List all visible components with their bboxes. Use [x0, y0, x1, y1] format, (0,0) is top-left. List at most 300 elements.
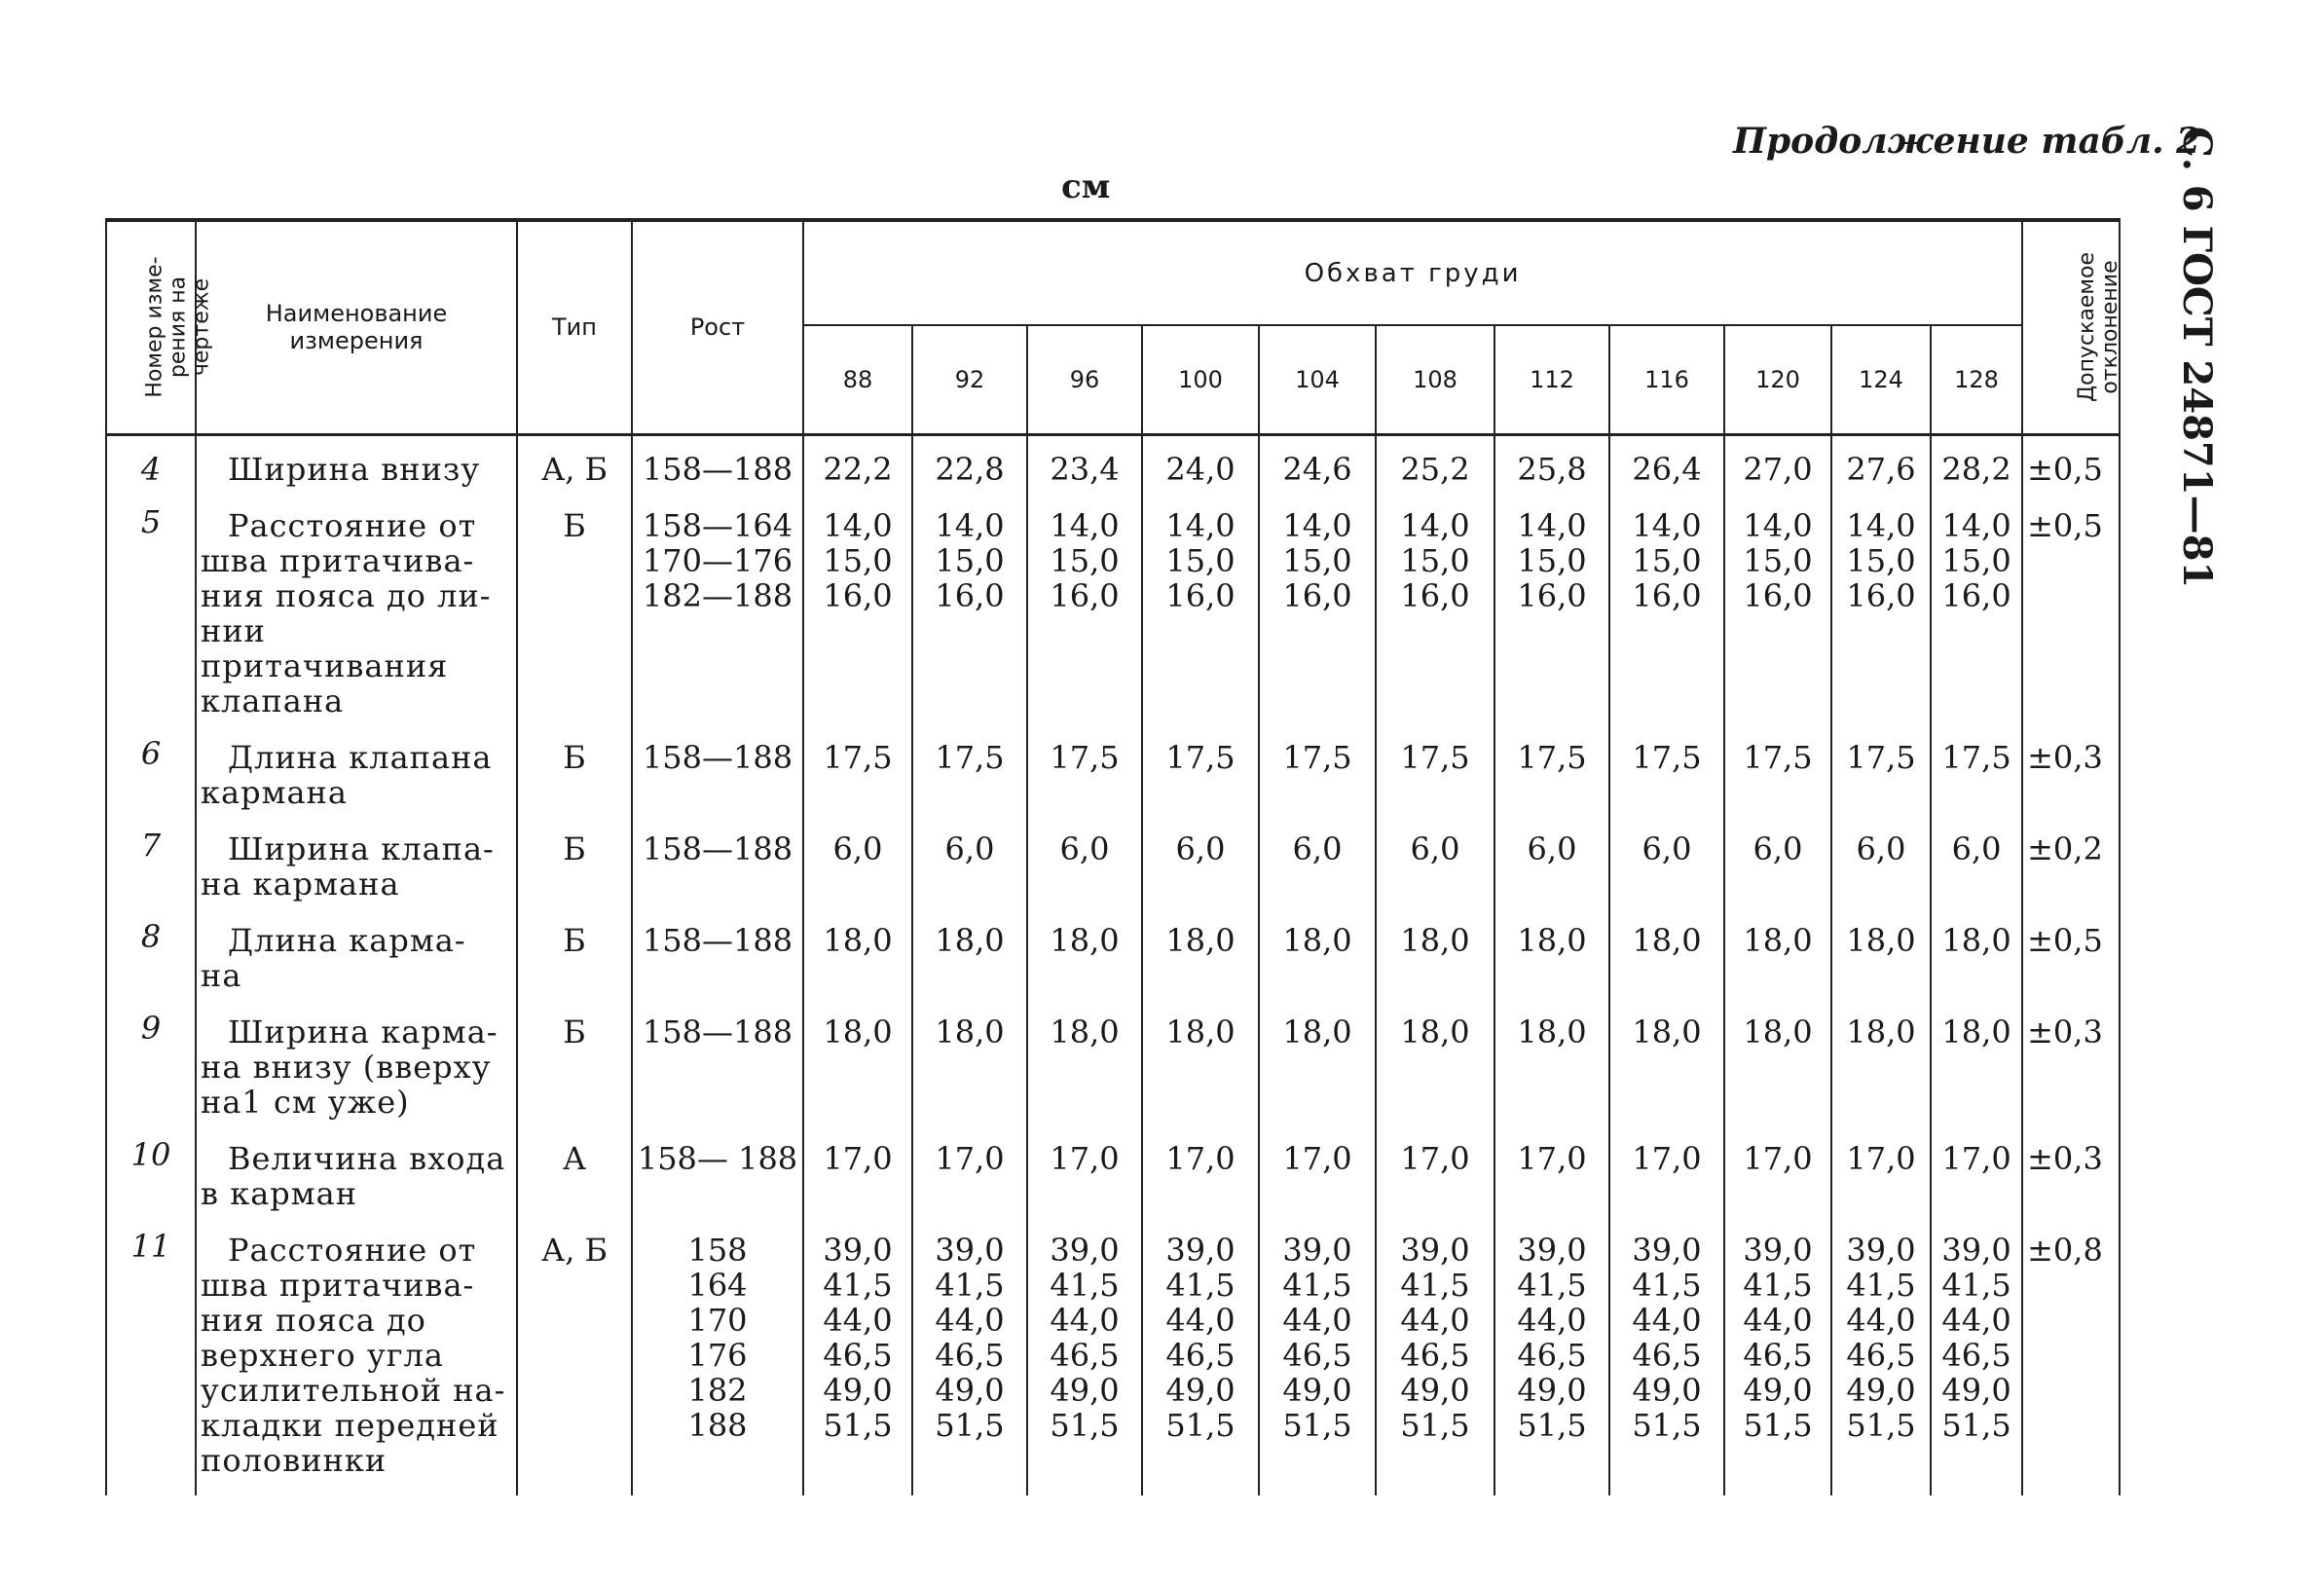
text-line: 6,0 [1951, 829, 2002, 867]
text-line: 14,0 [1050, 506, 1120, 544]
text-line: 28,2 [1941, 450, 2011, 488]
text-line: 41,5 [1743, 1266, 1813, 1304]
text-line: 18,0 [1050, 921, 1120, 959]
text-line: 17,5 [1632, 738, 1702, 776]
text-line: 16,0 [1050, 576, 1120, 614]
measurement-value [1831, 919, 1931, 1011]
header-chest-size: 92 [912, 325, 1027, 434]
garment-type: А, Б [517, 434, 632, 504]
table-row [106, 1011, 2120, 1137]
text-line: Длина карма- [228, 921, 466, 959]
header-chest-size: 104 [1259, 325, 1376, 434]
text-line: 44,0 [935, 1301, 1005, 1339]
text-line: 17,0 [1050, 1139, 1120, 1177]
text-line: на1 см уже) [201, 1083, 410, 1121]
text-line: 164 [687, 1266, 748, 1304]
measurement-value [1494, 828, 1609, 919]
measurement-value [1142, 504, 1259, 736]
text-line: 17,5 [935, 738, 1005, 776]
measurement-value [912, 919, 1027, 1011]
height-range [632, 828, 803, 919]
text-line: 41,5 [1282, 1266, 1352, 1304]
tolerance-value: ±0,2 [2022, 828, 2120, 919]
measurement-value [1831, 434, 1931, 504]
text-line: 41,5 [1941, 1266, 2011, 1304]
text-line: 17,5 [1517, 738, 1587, 776]
text-line: 51,5 [823, 1406, 893, 1444]
text-line: 41,5 [1400, 1266, 1470, 1304]
text-line: 49,0 [1941, 1371, 2011, 1409]
text-line: 15,0 [1050, 541, 1120, 579]
measurement-value [1376, 828, 1494, 919]
header-chest-size: 128 [1931, 325, 2022, 434]
text-line: 24,0 [1165, 450, 1236, 488]
measurement-value [803, 919, 912, 1011]
text-line: 46,5 [1517, 1336, 1587, 1374]
text-line: половинки [201, 1441, 387, 1479]
text-line: 39,0 [1517, 1231, 1587, 1269]
text-line: 158—188 [642, 738, 793, 776]
measurement-value [1724, 919, 1831, 1011]
tolerance-value: ±0,5 [2022, 434, 2120, 504]
text-line: 17,0 [1517, 1139, 1587, 1177]
text-line: 15,0 [1941, 541, 2011, 579]
measurement-value [1494, 1011, 1609, 1137]
text-line: в карман [201, 1174, 358, 1212]
height-range [632, 919, 803, 1011]
measurement-value [1494, 1137, 1609, 1229]
text-line: 14,0 [1743, 506, 1813, 544]
text-line: 51,5 [1743, 1406, 1813, 1444]
text-line: 41,5 [823, 1266, 893, 1304]
measurement-value [912, 828, 1027, 919]
text-line: 18,0 [1282, 1013, 1352, 1051]
measurement-value [1376, 504, 1494, 736]
measurement-value [1724, 1137, 1831, 1229]
height-range [632, 1229, 803, 1495]
text-line: Расстояние от [228, 506, 477, 544]
measurement-value [1027, 504, 1142, 736]
measurement-value [1609, 1229, 1724, 1495]
text-line: 51,5 [1941, 1406, 2011, 1444]
measurement-name [196, 919, 517, 1011]
text-line: 16,0 [1743, 576, 1813, 614]
text-line: кармана [201, 773, 348, 811]
measurement-name [196, 828, 517, 919]
tolerance-value: ±0,3 [2022, 1137, 2120, 1229]
measurement-value [1259, 919, 1376, 1011]
measurement-value [1027, 1137, 1142, 1229]
text-line: 17,0 [1400, 1139, 1470, 1177]
text-line: 44,0 [1517, 1301, 1587, 1339]
measurement-value [1931, 736, 2022, 828]
measurement-number: 9 [106, 1011, 196, 1137]
text-line: Ширина внизу [228, 450, 481, 488]
document-side-title: С. 6 ГОСТ 24871—81 [2174, 127, 2220, 589]
measurement-number: 4 [106, 434, 196, 504]
measurement-value [1724, 1011, 1831, 1137]
measurement-value [803, 1229, 912, 1495]
text-line: 6,0 [1856, 829, 1906, 867]
header-name [196, 220, 517, 434]
text-line: 18,0 [935, 1013, 1005, 1051]
text-line: 6,0 [1059, 829, 1110, 867]
table-row [106, 1229, 2120, 1495]
text-line: 16,0 [935, 576, 1005, 614]
header-tolerance [2022, 220, 2123, 434]
text-line: 17,5 [823, 738, 893, 776]
text-line: 15,0 [1400, 541, 1470, 579]
unit-label: см [1061, 167, 1111, 206]
text-line: 6,0 [1527, 829, 1577, 867]
text-line: 6,0 [1175, 829, 1226, 867]
text-line: 18,0 [1165, 1013, 1236, 1051]
text-line: 49,0 [1400, 1371, 1470, 1409]
text-line: 46,5 [1743, 1336, 1813, 1374]
text-line: 39,0 [1282, 1231, 1352, 1269]
text-line: 26,4 [1632, 450, 1702, 488]
measurement-value [1831, 828, 1931, 919]
measurement-value [912, 504, 1027, 736]
text-line: 16,0 [1517, 576, 1587, 614]
measurement-value [1494, 434, 1609, 504]
garment-type: Б [517, 504, 632, 736]
text-line: 18,0 [1282, 921, 1352, 959]
text-line: 41,5 [935, 1266, 1005, 1304]
table-continuation-label: Продолжение табл. 2 [1733, 121, 2201, 162]
text-line: Расстояние от [228, 1231, 477, 1269]
measurement-number: 6 [106, 736, 196, 828]
tolerance-value: ±0,5 [2022, 504, 2120, 736]
text-line: 49,0 [823, 1371, 893, 1409]
measurement-value [1027, 919, 1142, 1011]
text-line: 39,0 [1400, 1231, 1470, 1269]
text-line: измерения [289, 327, 424, 355]
text-line: 49,0 [1846, 1371, 1916, 1409]
header-chest-size: 88 [803, 325, 912, 434]
measurement-value [1931, 1229, 2022, 1495]
measurement-value [1831, 504, 1931, 736]
text-line: отклонение [2098, 260, 2123, 394]
text-line: 158 [687, 1231, 748, 1269]
text-line: 22,2 [823, 450, 893, 488]
text-line: 17,5 [1846, 738, 1916, 776]
height-range [632, 504, 803, 736]
text-line: 49,0 [1165, 1371, 1236, 1409]
measurement-value [1831, 736, 1931, 828]
text-line: 14,0 [1165, 506, 1236, 544]
measurement-value [1609, 1011, 1724, 1137]
text-line: 18,0 [1517, 1013, 1587, 1051]
text-line: 18,0 [1400, 921, 1470, 959]
measurement-value [803, 504, 912, 736]
text-line: 44,0 [1400, 1301, 1470, 1339]
text-line: Длина клапана [228, 738, 493, 776]
text-line: 39,0 [1846, 1231, 1916, 1269]
text-line: 46,5 [1632, 1336, 1702, 1374]
measurement-value [1142, 1137, 1259, 1229]
measurement-value [1376, 1011, 1494, 1137]
measurement-value [912, 736, 1027, 828]
measurement-value [1259, 736, 1376, 828]
text-line: 49,0 [1282, 1371, 1352, 1409]
measurement-value [1027, 1229, 1142, 1495]
text-line: 46,5 [1050, 1336, 1120, 1374]
text-line: 51,5 [1400, 1406, 1470, 1444]
header-chest-size: 124 [1831, 325, 1931, 434]
text-line: 46,5 [935, 1336, 1005, 1374]
text-line: 14,0 [1282, 506, 1352, 544]
table-row [106, 828, 2120, 919]
text-line: 39,0 [935, 1231, 1005, 1269]
text-line: 46,5 [1282, 1336, 1352, 1374]
header-type: Тип [517, 220, 632, 434]
text-line: 44,0 [823, 1301, 893, 1339]
text-line: 41,5 [1517, 1266, 1587, 1304]
text-line: 39,0 [1165, 1231, 1236, 1269]
measurement-value [1931, 828, 2022, 919]
measurement-value [912, 434, 1027, 504]
measurement-value [1931, 1011, 2022, 1137]
text-line: 22,8 [935, 450, 1005, 488]
text-line: 49,0 [935, 1371, 1005, 1409]
height-range [632, 736, 803, 828]
text-line: нии притачивания [201, 611, 449, 684]
text-line: 51,5 [1846, 1406, 1916, 1444]
text-line: 158—188 [642, 1013, 793, 1051]
text-line: 46,5 [823, 1336, 893, 1374]
text-line: Ширина клапа- [228, 829, 495, 867]
text-line: 18,0 [1941, 921, 2011, 959]
text-line: 15,0 [1743, 541, 1813, 579]
text-line: 16,0 [1846, 576, 1916, 614]
text-line: 17,5 [1743, 738, 1813, 776]
text-line: 44,0 [1050, 1301, 1120, 1339]
text-line: 39,0 [1632, 1231, 1702, 1269]
text-line: 14,0 [823, 506, 893, 544]
measurement-value [1609, 736, 1724, 828]
garment-type: Б [517, 828, 632, 919]
measurement-value [1931, 434, 2022, 504]
text-line: 16,0 [1282, 576, 1352, 614]
text-line: 25,2 [1400, 450, 1470, 488]
text-line: 17,0 [935, 1139, 1005, 1177]
text-line: 17,5 [1165, 738, 1236, 776]
measurement-value [1494, 504, 1609, 736]
text-line: шва притачива- [201, 541, 475, 579]
measurement-value [1609, 919, 1724, 1011]
table-row [106, 736, 2120, 828]
text-line: ния пояса до [201, 1301, 426, 1339]
text-line: 170 [687, 1301, 748, 1339]
measurement-value [1259, 504, 1376, 736]
measurement-number: 7 [106, 828, 196, 919]
table-row [106, 1137, 2120, 1229]
measurement-value [1931, 1137, 2022, 1229]
measurement-name [196, 1011, 517, 1137]
measurement-number: 11 [106, 1229, 196, 1495]
text-line: 17,0 [1282, 1139, 1352, 1177]
text-line: 16,0 [1632, 576, 1702, 614]
text-line: 16,0 [1400, 576, 1470, 614]
garment-type: А [517, 1137, 632, 1229]
measurement-value [803, 828, 912, 919]
text-line: кладки передней [201, 1406, 499, 1444]
text-line: 49,0 [1050, 1371, 1120, 1409]
text-line: 6,0 [944, 829, 995, 867]
height-range [632, 434, 803, 504]
text-line: 17,0 [1632, 1139, 1702, 1177]
text-line: 27,6 [1846, 450, 1916, 488]
text-line: 18,0 [1632, 1013, 1702, 1051]
text-line: 15,0 [823, 541, 893, 579]
header-number [106, 220, 214, 434]
tolerance-value: ±0,3 [2022, 736, 2120, 828]
garment-type: Б [517, 919, 632, 1011]
measurement-value [1142, 1011, 1259, 1137]
text-line: 16,0 [1165, 576, 1236, 614]
text-line: 18,0 [1743, 921, 1813, 959]
text-line: 15,0 [1165, 541, 1236, 579]
text-line: 27,0 [1743, 450, 1813, 488]
header-chest-size: 112 [1494, 325, 1609, 434]
measurement-value [1609, 1137, 1724, 1229]
text-line: 158—188 [642, 450, 793, 488]
text-line: 18,0 [1050, 1013, 1120, 1051]
measurement-value [1609, 434, 1724, 504]
text-line: 18,0 [823, 1013, 893, 1051]
measurement-value [1259, 1229, 1376, 1495]
header-height: Рост [632, 220, 803, 434]
measurement-value [1609, 504, 1724, 736]
table-row [106, 504, 2120, 736]
text-line: 18,0 [823, 921, 893, 959]
text-line: 51,5 [1632, 1406, 1702, 1444]
measurement-value [1259, 1011, 1376, 1137]
header-chest-size: 100 [1142, 325, 1259, 434]
tolerance-value: ±0,8 [2022, 1229, 2120, 1495]
text-line: 51,5 [1517, 1406, 1587, 1444]
text-line: Величина входа [228, 1139, 506, 1177]
measurement-name [196, 1229, 517, 1495]
text-line: 17,5 [1282, 738, 1352, 776]
measurement-value [1724, 504, 1831, 736]
text-line: 41,5 [1632, 1266, 1702, 1304]
text-line: 39,0 [1941, 1231, 2011, 1269]
text-line: 14,0 [1632, 506, 1702, 544]
text-line: 39,0 [1050, 1231, 1120, 1269]
text-line: 18,0 [1846, 921, 1916, 959]
text-line: 188 [687, 1406, 748, 1444]
text-line: верхнего угла [201, 1336, 444, 1374]
text-line: 46,5 [1941, 1336, 2011, 1374]
text-line: 39,0 [1743, 1231, 1813, 1269]
measurement-value [1027, 434, 1142, 504]
text-line: 17,0 [1846, 1139, 1916, 1177]
text-line: на [201, 956, 242, 994]
text-line: 25,8 [1517, 450, 1587, 488]
text-line: 24,6 [1282, 450, 1352, 488]
measurement-value [1376, 1137, 1494, 1229]
text-line: 18,0 [1632, 921, 1702, 959]
text-line: 18,0 [1400, 1013, 1470, 1051]
text-line: 46,5 [1165, 1336, 1236, 1374]
text-line: 44,0 [1941, 1301, 2011, 1339]
text-line: 49,0 [1632, 1371, 1702, 1409]
text-line: 44,0 [1282, 1301, 1352, 1339]
text-line: 18,0 [1517, 921, 1587, 959]
measurement-name [196, 504, 517, 736]
text-line: рения на [166, 276, 191, 379]
text-line: 176 [687, 1336, 748, 1374]
text-line: 158— 188 [637, 1139, 798, 1177]
text-line: 15,0 [1846, 541, 1916, 579]
text-line: 182 [687, 1371, 748, 1409]
measurement-value [912, 1137, 1027, 1229]
text-line: 170—176 [642, 541, 793, 579]
garment-type: А, Б [517, 1229, 632, 1495]
text-line: 41,5 [1050, 1266, 1120, 1304]
text-line: 23,4 [1050, 450, 1120, 488]
measurement-value [1027, 736, 1142, 828]
tolerance-value: ±0,3 [2022, 1011, 2120, 1137]
measurement-number: 5 [106, 504, 196, 736]
tolerance-value: ±0,5 [2022, 919, 2120, 1011]
text-line: 16,0 [823, 576, 893, 614]
text-line: 18,0 [1846, 1013, 1916, 1051]
text-line: 14,0 [1941, 506, 2011, 544]
measurement-value [1027, 1011, 1142, 1137]
measurement-number: 8 [106, 919, 196, 1011]
text-line: 51,5 [1282, 1406, 1352, 1444]
text-line: 44,0 [1846, 1301, 1916, 1339]
text-line: Номер изме- [142, 256, 167, 398]
text-line: 46,5 [1400, 1336, 1470, 1374]
text-line: на внизу (вверху [201, 1048, 492, 1086]
text-line: 41,5 [1165, 1266, 1236, 1304]
measurement-value [1376, 736, 1494, 828]
text-line: 6,0 [1410, 829, 1460, 867]
text-line: 49,0 [1743, 1371, 1813, 1409]
text-line: 17,0 [1165, 1139, 1236, 1177]
text-line: 51,5 [1050, 1406, 1120, 1444]
table-row [106, 919, 2120, 1011]
text-line: ния пояса до ли- [201, 576, 492, 614]
measurement-value [1724, 1229, 1831, 1495]
text-line: 51,5 [935, 1406, 1005, 1444]
measurement-value [1142, 736, 1259, 828]
measurement-value [803, 1137, 912, 1229]
text-line: 182—188 [642, 576, 793, 614]
text-line: чертеже [189, 278, 214, 377]
measurement-value [1259, 828, 1376, 919]
measurement-value [1831, 1137, 1931, 1229]
measurement-name [196, 1137, 517, 1229]
text-line: шва притачива- [201, 1266, 475, 1304]
text-line: 18,0 [1743, 1013, 1813, 1051]
text-line: 16,0 [1941, 576, 2011, 614]
text-line: 15,0 [1517, 541, 1587, 579]
text-line: 6,0 [1642, 829, 1692, 867]
text-line: на кармана [201, 865, 400, 903]
text-line: 17,0 [823, 1139, 893, 1177]
measurement-value [1376, 919, 1494, 1011]
text-line: 17,5 [1941, 738, 2011, 776]
measurement-value [803, 434, 912, 504]
text-line: 6,0 [1292, 829, 1343, 867]
measurement-value [1142, 1229, 1259, 1495]
text-line: 18,0 [1165, 921, 1236, 959]
